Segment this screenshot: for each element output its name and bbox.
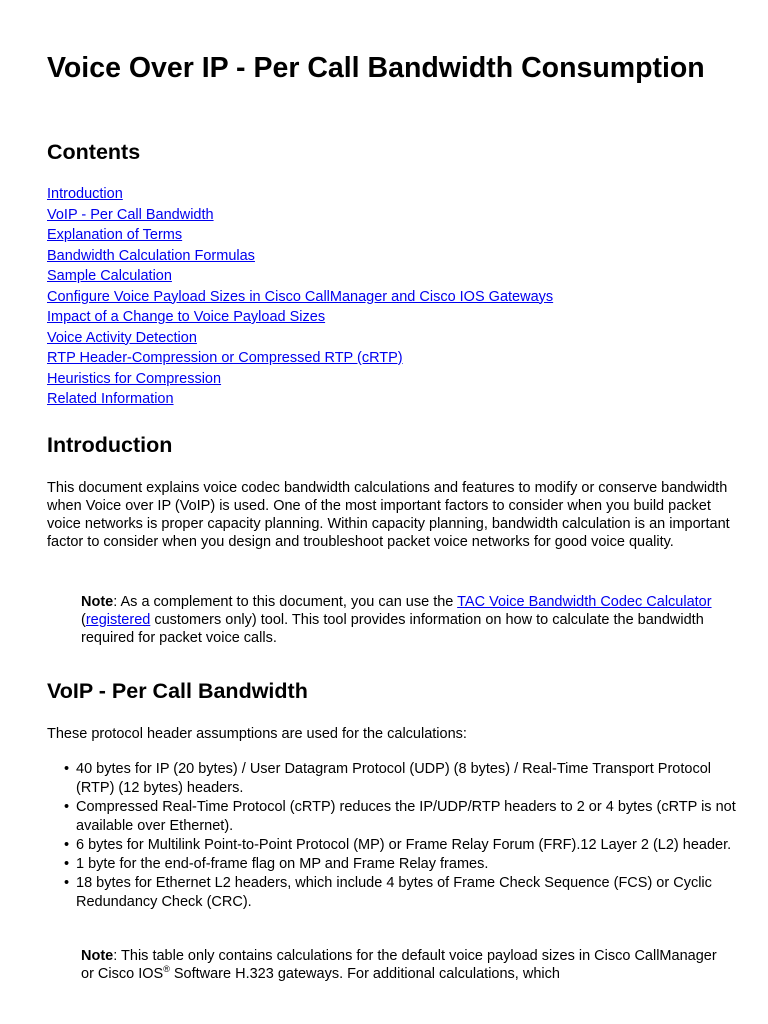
tac-calculator-link[interactable]: TAC Voice Bandwidth Codec Calculator: [457, 594, 712, 610]
list-item: • 40 bytes for IP (20 bytes) / User Datagram Protocol (UDP) (8 bytes) / Real-Time Transport Protocol (RTP) (12 bytes) headers.: [64, 761, 711, 796]
toc-item: [47, 205, 553, 226]
toc-link-bandwidth-formulas[interactable]: Bandwidth Calculation Formulas: [47, 247, 255, 264]
registered-link[interactable]: registered: [85, 612, 151, 628]
toc-item: [47, 246, 553, 267]
toc-item: [47, 266, 553, 287]
toc-link-explanation-of-terms[interactable]: Explanation of Terms: [47, 227, 183, 243]
voip-heading: VoIP - Per Call Bandwidth: [47, 679, 308, 703]
contents-heading: Contents: [47, 140, 141, 164]
toc-link-voip-per-call-bandwidth[interactable]: VoIP - Per Call Bandwidth: [47, 206, 214, 223]
toc-link-configure-payload-sizes[interactable]: Configure Voice Payload Sizes in Cisco CallManager and Cisco IOS Gateways: [47, 288, 554, 305]
toc-item: [47, 287, 553, 308]
toc-link-rtp-header-compression[interactable]: RTP Header-Compression or Compressed RTP (cRTP): [47, 350, 403, 366]
toc-item: [47, 307, 553, 328]
voip-note: [81, 947, 721, 983]
list-item: • 1 byte for the end-of-frame flag on MP and Frame Relay frames.: [64, 856, 489, 872]
toc-link-related-information[interactable]: Related Information: [47, 391, 174, 407]
bullet-icon: •: [64, 856, 70, 872]
introduction-paragraph: This document explains voice codec bandwidth calculations and features to modify or conserve bandwidth when Voice over IP (VoIP) is used. One of the most important factors to consider when you build packet voice networks is proper capacity planning. Within capacity planning, bandwidth calculation is an important factor to consider when you design and troubleshoot packet voice networks for good voice quality.: [47, 480, 730, 550]
list-item: • 18 bytes for Ethernet L2 headers, which include 4 bytes of Frame Check Sequence (FCS) or Cyclic Redundancy Check (CRC).: [64, 875, 712, 910]
toc-item: [47, 348, 553, 369]
note-text: : As a complement to this document, you can use the: [113, 594, 458, 610]
intro-note: [81, 593, 721, 647]
note-label: Note: [81, 594, 114, 610]
toc-item: [47, 389, 553, 410]
note-text: Software H.323 gateways. For additional calculations, which: [169, 966, 560, 982]
note-text: customers only) tool. This tool provides information on how to calculate the bandwidth required for packet voice calls.: [81, 612, 704, 646]
bullet-icon: •: [64, 837, 70, 853]
bullet-icon: •: [64, 761, 70, 777]
note-label: Note: [81, 948, 114, 964]
header-assumptions-list: [47, 760, 737, 912]
bullet-icon: •: [64, 799, 70, 815]
toc-item: [47, 225, 553, 246]
toc-link-sample-calculation[interactable]: Sample Calculation: [47, 268, 172, 284]
table-of-contents: [47, 184, 553, 410]
toc-item: [47, 184, 553, 205]
toc-item: [47, 328, 553, 349]
note-text: (: [81, 612, 86, 628]
bullet-icon: •: [64, 875, 70, 891]
toc-link-impact-of-change[interactable]: Impact of a Change to Voice Payload Sizes: [47, 309, 326, 325]
note-text: : This table only contains calculations for the default voice payload sizes in Cisco CallManager or Cisco IOS: [81, 948, 717, 982]
page-title: Voice Over IP - Per Call Bandwidth Consumption: [47, 52, 705, 84]
toc-link-voice-activity-detection[interactable]: Voice Activity Detection: [47, 329, 197, 346]
toc-link-heuristics[interactable]: Heuristics for Compression: [47, 370, 222, 387]
registered-mark: ®: [163, 964, 170, 975]
voip-lead-paragraph: These protocol header assumptions are used for the calculations:: [47, 726, 467, 742]
toc-item: [47, 369, 553, 390]
list-item: • 6 bytes for Multilink Point-to-Point Protocol (MP) or Frame Relay Forum (FRF).12 Layer 2 (L2) header.: [64, 837, 732, 853]
list-item: • Compressed Real-Time Protocol (cRTP) reduces the IP/UDP/RTP headers to 2 or 4 bytes (cRTP is not available over Ethernet).: [64, 799, 736, 834]
toc-link-introduction[interactable]: Introduction: [47, 186, 123, 202]
introduction-heading: Introduction: [47, 433, 173, 457]
